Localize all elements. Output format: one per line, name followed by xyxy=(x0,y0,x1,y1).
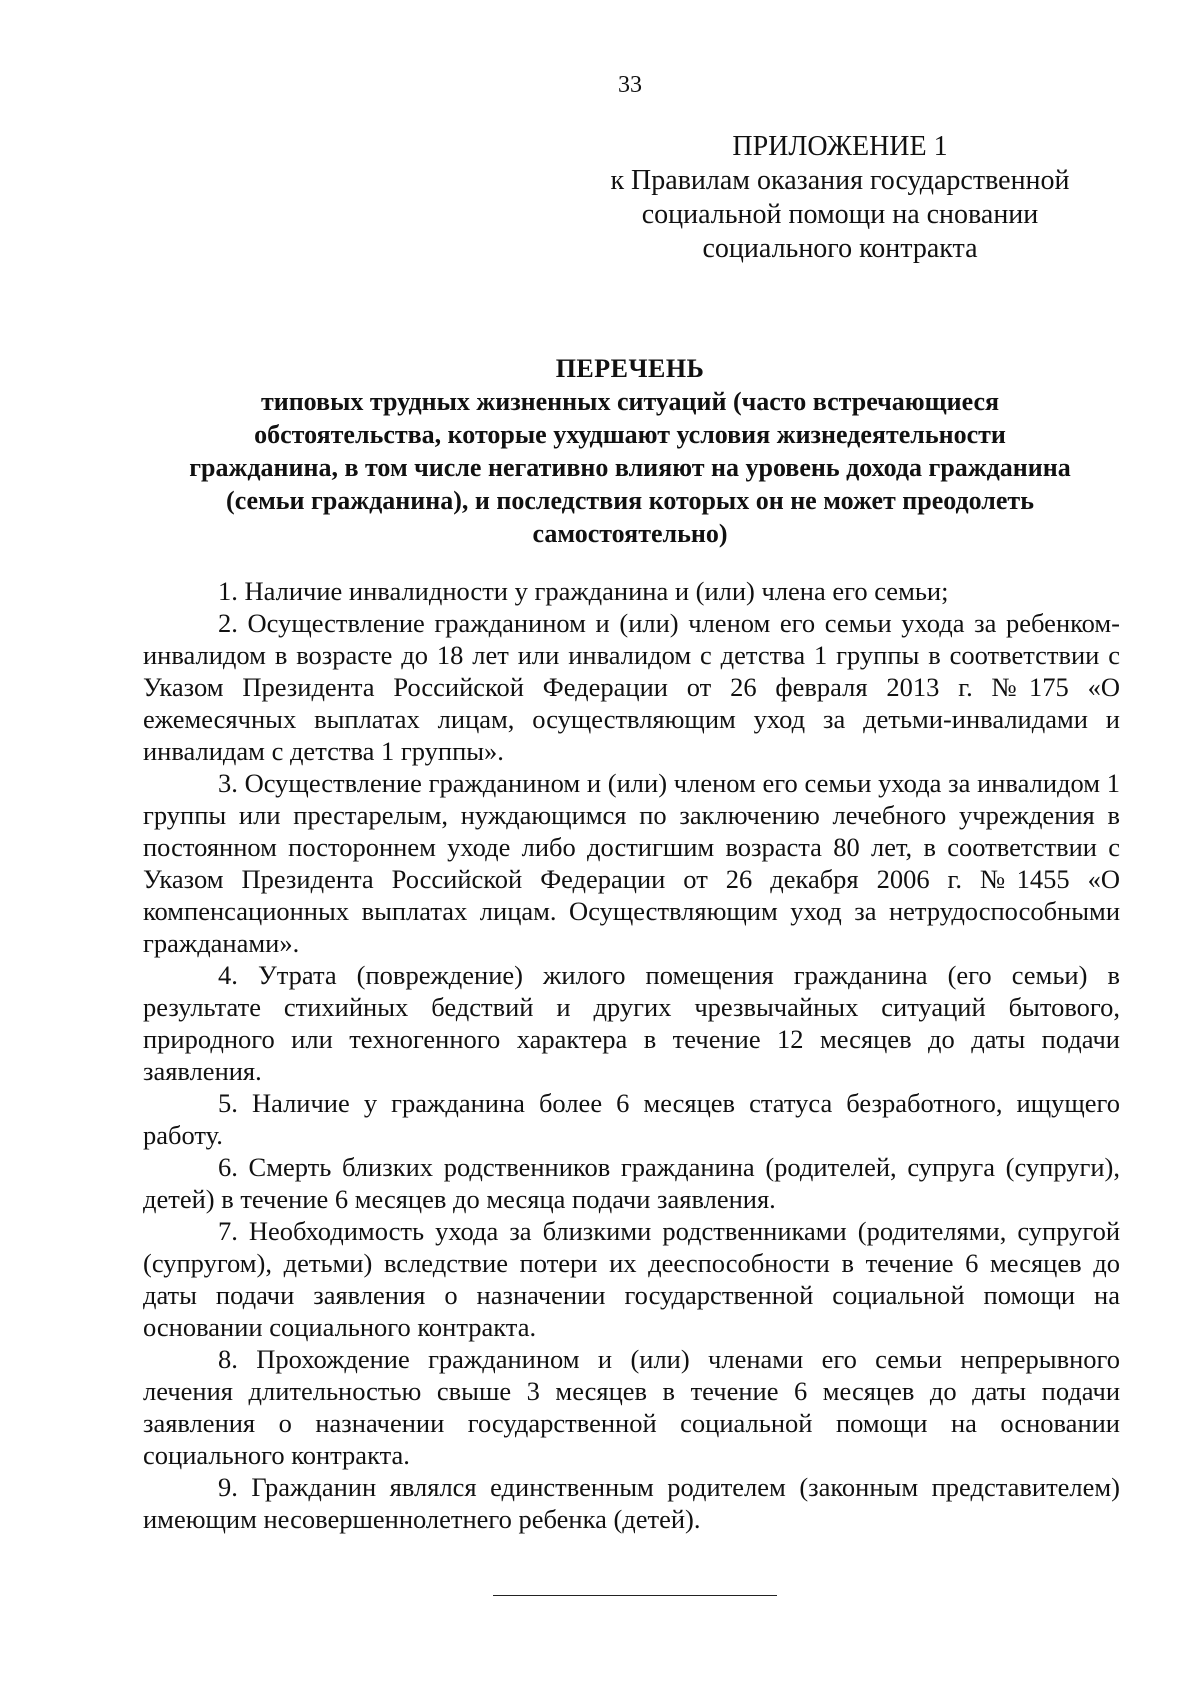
document-heading xyxy=(130,352,1130,550)
list-item-7: 7. Необходимость ухода за близкими родственниками (родителями, супругой (супругом), детьми) вследствие потери их дееспособности в течение 6 месяцев до даты подачи заявления о назначении государственной социальной помощи на основании социального контракта. xyxy=(143,1216,1120,1342)
list-item-8: 8. Прохождение гражданином и (или) членами его семьи непрерывного лечения длительностью свыше 3 месяцев в течение 6 месяцев до даты подачи заявления о назначении государственной социальной помощи на основании социального контракта. xyxy=(143,1344,1120,1470)
heading-line: гражданина, в том числе негативно влияют на уровень дохода гражданина xyxy=(189,453,1071,482)
list-item-9: 9. Гражданин являлся единственным родителем (законным представителем) имеющим несовершеннолетнего ребенка (детей). xyxy=(143,1472,1120,1534)
list-item-1: 1. Наличие инвалидности у гражданина и (или) члена его семьи; xyxy=(218,576,949,606)
heading-line: типовых трудных жизненных ситуаций (часто встречающиеся xyxy=(260,387,1000,416)
list-item-3: 3. Осуществление гражданином и (или) членом его семьи ухода за инвалидом 1 группы или престарелым, нуждающимся по заключению лечебного учреждения в постоянном постороннем уходе либо достигшим возраста 80 лет, в соответствии с Указом Президента Российской Федерации от 26 декабря 2006 г. №1455 «О компенсационных выплатах лицам. Осуществляющим уход за нетрудоспособными гражданами». xyxy=(143,768,1120,958)
appendix-line: к Правилам оказания государственной xyxy=(610,165,1070,196)
list-item-2: 2. Осуществление гражданином и (или) членом его семьи ухода за ребенком-инвалидом в возрасте до 18 лет или инвалидом с детства 1 группы в соответствии с Указом Президента Российской Федерации от 26 февраля 2013 г. №175 «О ежемесячных выплатах лицам, осуществляющим уход за детьми-инвалидами и инвалидам с детства 1 группы». xyxy=(143,608,1120,766)
heading-line: самостоятельно) xyxy=(532,519,728,548)
appendix-line: социального контракта xyxy=(702,233,978,264)
end-divider xyxy=(493,1595,777,1596)
appendix-line: социальной помощи на сновании xyxy=(641,199,1039,230)
heading-line: обстоятельства, которые ухудшают условия жизнедеятельности xyxy=(254,420,1006,449)
list-item-5: 5. Наличие у гражданина более 6 месяцев статуса безработного, ищущего работу. xyxy=(143,1088,1120,1150)
heading-title: ПЕРЕЧЕНЬ xyxy=(555,354,705,383)
page-number: 33 xyxy=(618,72,642,98)
list-item-4: 4. Утрата (повреждение) жилого помещения гражданина (его семьи) в результате стихийных бедствий и других чрезвычайных ситуаций бытового, природного или техногенного характера в течение 12 месяцев до даты подачи заявления. xyxy=(143,960,1120,1086)
heading-line: (семьи гражданина), и последствия которых он не может преодолеть xyxy=(226,486,1034,515)
appendix-title: ПРИЛОЖЕНИЕ 1 xyxy=(732,131,948,162)
appendix-header xyxy=(600,130,1080,266)
situations-list xyxy=(143,575,1120,1535)
list-item-6: 6. Смерть близких родственников гражданина (родителей, супруга (супруги), детей) в течение 6 месяцев до месяца подачи заявления. xyxy=(143,1152,1120,1214)
